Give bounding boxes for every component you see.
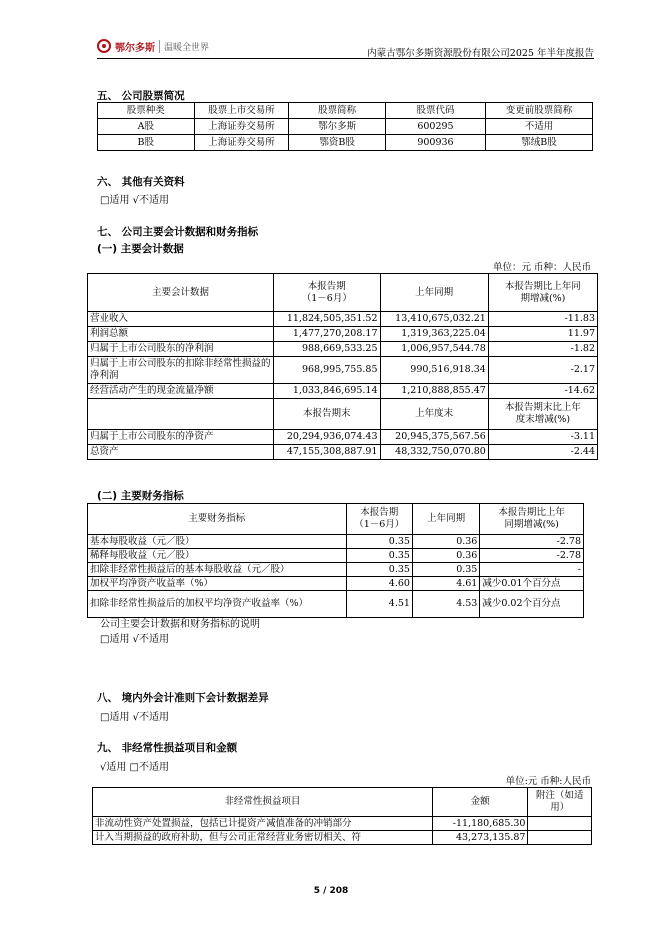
row-label: 总资产 xyxy=(88,445,274,460)
column-header: 上年度末 xyxy=(380,399,488,430)
row-label: 加权平均净资产收益率（%） xyxy=(88,577,347,591)
column-header: 本报告期比上年同 期增减(%) xyxy=(488,274,597,312)
table-cell: 上海证券交易所 xyxy=(194,119,289,135)
table-cell: -2.78 xyxy=(480,549,584,563)
column-header: 股票上市交易所 xyxy=(194,103,289,119)
table-cell: -11,180,685.30 xyxy=(432,817,528,831)
section9-title: 九、 非经常性损益项目和金额 xyxy=(97,742,238,754)
table-row xyxy=(88,563,584,577)
table-cell: 900936 xyxy=(385,135,485,151)
column-header: 股票代码 xyxy=(385,103,485,119)
column-header: 上年同期 xyxy=(412,504,479,535)
table-cell: 0.35 xyxy=(346,563,412,577)
stock-table xyxy=(97,102,593,151)
column-header: 本报告期比上年 同期增减(%) xyxy=(480,504,584,535)
table-row xyxy=(88,312,598,327)
table-row xyxy=(88,535,584,549)
table-row xyxy=(88,591,584,618)
table-cell: 43,273,135.87 xyxy=(432,831,528,845)
table-cell: B股 xyxy=(98,135,195,151)
table-cell: 990,516,918.34 xyxy=(380,357,488,384)
section6-title: 六、 其他有关资料 xyxy=(97,176,185,188)
table-row xyxy=(98,135,593,151)
table-row xyxy=(88,327,598,342)
table-cell: 1,477,270,208.17 xyxy=(274,327,380,342)
column-header: 变更前股票简称 xyxy=(486,103,593,119)
row-label: 稀释每股收益（元／股） xyxy=(88,549,347,563)
section8-option: □适用 √不适用 xyxy=(100,712,169,723)
table-cell: 0.35 xyxy=(346,535,412,549)
table-cell: 1,210,888,855.47 xyxy=(380,384,488,399)
table-cell: 鄂绒B股 xyxy=(486,135,593,151)
table-row xyxy=(93,817,592,831)
section7-title: 七、 公司主要会计数据和财务指标 xyxy=(97,226,259,238)
column-header: 主要会计数据 xyxy=(88,274,274,312)
table-row xyxy=(88,384,598,399)
page-number: 5 / 208 xyxy=(313,886,349,896)
table-cell xyxy=(528,817,592,831)
table-cell: -2.44 xyxy=(488,445,597,460)
column-header: 本报告期 （1－6月） xyxy=(274,274,380,312)
column-header: 本报告期末比上年 度末增减(%) xyxy=(488,399,597,430)
section7-sub1-title: (一) 主要会计数据 xyxy=(97,243,184,255)
accounting-data-table xyxy=(87,273,598,460)
table-cell: 11.97 xyxy=(488,327,597,342)
table-header-row xyxy=(93,788,592,817)
column-header: 股票种类 xyxy=(98,103,195,119)
row-label: 归属于上市公司股东的扣除非经常性损益的净利润 xyxy=(88,357,274,384)
financial-indicators-table xyxy=(87,503,584,618)
table-row xyxy=(93,831,592,845)
table-cell: 1,319,363,225.04 xyxy=(380,327,488,342)
table-cell: 0.36 xyxy=(412,535,479,549)
report-title: 内蒙古鄂尔多斯资源股份有限公司2025 年半年度报告 xyxy=(367,48,594,59)
table-cell: 鄂尔多斯 xyxy=(289,119,386,135)
table-cell: - xyxy=(480,563,584,577)
table-cell: -14.62 xyxy=(488,384,597,399)
table-cell: 4.61 xyxy=(412,577,479,591)
table-cell: 减少0.02个百分点 xyxy=(480,591,584,618)
row-label: 利润总额 xyxy=(88,327,274,342)
table-cell: 47,155,308,887.91 xyxy=(274,445,380,460)
table-cell: 4.53 xyxy=(412,591,479,618)
table-cell: 4.60 xyxy=(346,577,412,591)
column-header: 主要财务指标 xyxy=(88,504,347,535)
table-header-row xyxy=(88,274,598,312)
column-header: 本报告期 （1－6月） xyxy=(346,504,412,535)
row-label: 经营活动产生的现金流量净额 xyxy=(88,384,274,399)
table-cell: A股 xyxy=(98,119,195,135)
table-row xyxy=(88,430,598,445)
table-cell: -2.78 xyxy=(480,535,584,549)
row-label: 扣除非经常性损益后的加权平均净资产收益率（%） xyxy=(88,591,347,618)
table-cell: 0.35 xyxy=(346,549,412,563)
table-cell: 0.35 xyxy=(412,563,479,577)
section7-note: 公司主要会计数据和财务指标的说明 xyxy=(100,619,260,630)
column-header: 非经常性损益项目 xyxy=(93,788,433,817)
section7-unit: 单位：元 币种：人民币 xyxy=(492,262,591,273)
blank-cell xyxy=(88,399,274,430)
table-header-row xyxy=(88,504,584,535)
table-cell: 988,669,533.25 xyxy=(274,342,380,357)
section8-title: 八、 境内外会计准则下会计数据差异 xyxy=(97,692,269,704)
table-cell xyxy=(528,831,592,845)
logo-text: 鄂尔多斯 xyxy=(115,42,155,54)
table-cell: 11,824,505,351.52 xyxy=(274,312,380,327)
column-header: 附注（如适 用） xyxy=(528,788,592,817)
section7-sub2-title: (二) 主要财务指标 xyxy=(97,490,184,502)
table-row xyxy=(88,342,598,357)
column-header: 上年同期 xyxy=(380,274,488,312)
section9-option: √适用 □不适用 xyxy=(100,762,169,773)
table-row xyxy=(88,357,598,384)
table-cell: 968,995,755.85 xyxy=(274,357,380,384)
section6-option: □适用 √不适用 xyxy=(100,195,169,206)
non-recurring-table xyxy=(92,787,592,845)
header-divider xyxy=(97,58,594,59)
table-cell: 4.51 xyxy=(346,591,412,618)
table-cell: 600295 xyxy=(385,119,485,135)
table-cell: 0.36 xyxy=(412,549,479,563)
table-row xyxy=(88,549,584,563)
column-header: 金额 xyxy=(432,788,528,817)
section9-unit: 单位:元 币种:人民币 xyxy=(505,776,591,787)
table-cell: 13,410,675,032.21 xyxy=(380,312,488,327)
row-label: 基本每股收益（元／股） xyxy=(88,535,347,549)
table-cell: -3.11 xyxy=(488,430,597,445)
table-cell: 48,332,750,070.80 xyxy=(380,445,488,460)
logo-slogan: 温暖全世界 xyxy=(159,40,209,53)
row-label: 归属于上市公司股东的净利润 xyxy=(88,342,274,357)
table-cell: 20,945,375,567.56 xyxy=(380,430,488,445)
section5-title: 五、 公司股票简况 xyxy=(97,90,185,102)
table-cell: 1,006,957,544.78 xyxy=(380,342,488,357)
table-cell: -2.17 xyxy=(488,357,597,384)
table-cell: 上海证券交易所 xyxy=(194,135,289,151)
table-cell: 鄂资B股 xyxy=(289,135,386,151)
table-cell: 1,033,846,695.14 xyxy=(274,384,380,399)
table-cell: -1.82 xyxy=(488,342,597,357)
row-label: 营业收入 xyxy=(88,312,274,327)
section7-note-option: □适用 √不适用 xyxy=(100,634,169,645)
table-row xyxy=(98,119,593,135)
row-label: 非流动性资产处置损益，包括已计提资产减值准备的冲销部分 xyxy=(93,817,433,831)
logo-mark-icon xyxy=(97,39,111,53)
table-cell: 不适用 xyxy=(486,119,593,135)
table-cell: 减少0.01个百分点 xyxy=(480,577,584,591)
table-cell: -11.83 xyxy=(488,312,597,327)
row-label: 计入当期损益的政府补助，但与公司正常经营业务密切相关、符 xyxy=(93,831,433,845)
row-label: 扣除非经常性损益后的基本每股收益（元／股） xyxy=(88,563,347,577)
table-row xyxy=(88,577,584,591)
table-subheader-row xyxy=(88,399,598,430)
column-header: 股票简称 xyxy=(289,103,386,119)
table-row xyxy=(88,445,598,460)
table-header-row xyxy=(98,103,593,119)
table-cell: 20,294,936,074.43 xyxy=(274,430,380,445)
company-logo xyxy=(97,36,209,56)
column-header: 本报告期末 xyxy=(274,399,380,430)
row-label: 归属于上市公司股东的净资产 xyxy=(88,430,274,445)
